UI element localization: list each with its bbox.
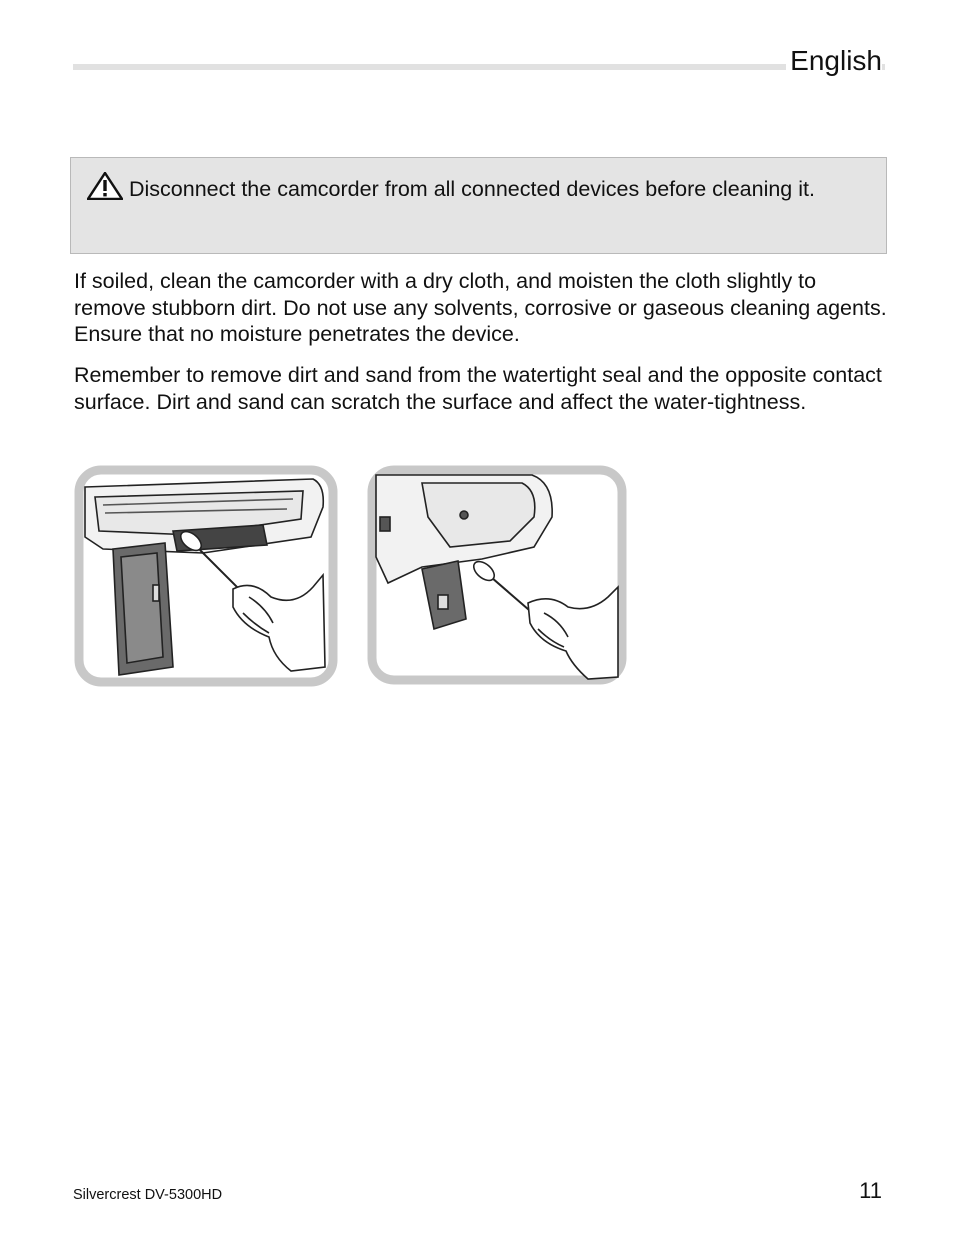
warning-box [70, 157, 887, 254]
cleaning-illustration-right [362, 457, 630, 689]
warning-triangle-icon [87, 172, 123, 200]
language-label: English [786, 44, 882, 78]
cleaning-paragraph: If soiled, clean the camcorder with a dry cloth, and moisten the cloth slightly to remove stubborn dirt. Do not use any solvents, corrosive or gaseous cleaning agents. Ensure that no moisture penetrates the device. [74, 269, 887, 346]
footer-model-name: Silvercrest DV-5300HD [73, 1187, 223, 1203]
seal-paragraph: Remember to remove dirt and sand from the watertight seal and the opposite contact surface. Dirt and sand can scratch the surface and affect the water-tightness. [74, 363, 882, 414]
header-rule [73, 64, 885, 70]
cleaning-illustration-left [73, 457, 341, 689]
page-number: 11 [859, 1178, 882, 1203]
warning-text: Disconnect the camcorder from all connected devices before cleaning it. [129, 177, 815, 201]
